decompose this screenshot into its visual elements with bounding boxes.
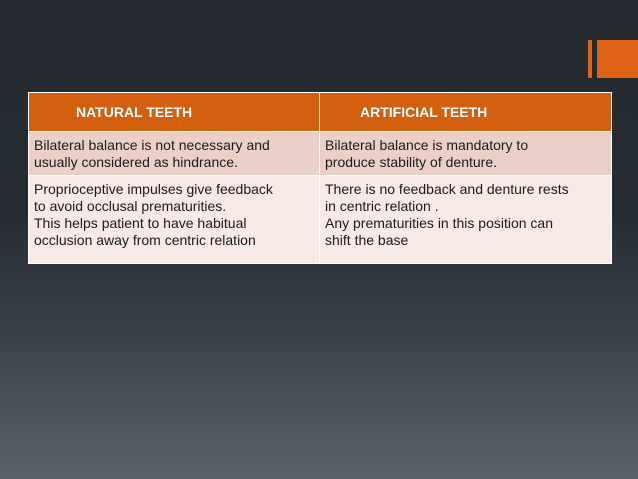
table-row (29, 132, 612, 176)
cell-text-line: occlusion away from centric relation (34, 232, 256, 248)
cell-text-line: shift the base (325, 232, 409, 248)
cell-text-line: in centric relation . (325, 198, 439, 214)
table-row (29, 176, 612, 264)
cell-artificial-bilateral-balance (320, 132, 612, 176)
cell-text-line: Bilateral balance is not necessary and (34, 137, 270, 153)
comparison-table-container (28, 92, 611, 264)
cell-text-line: usually considered as hindrance. (34, 154, 238, 170)
cell-text-line: produce stability of denture. (325, 154, 497, 170)
accent-bar-thick (597, 40, 638, 78)
cell-natural-bilateral-balance (29, 132, 320, 176)
header-natural-teeth: NATURAL TEETH (29, 93, 320, 132)
cell-text-line: This helps patient to have habitual (34, 215, 247, 231)
header-artificial-teeth: ARTIFICIAL TEETH (320, 93, 612, 132)
comparison-table (28, 92, 612, 264)
cell-text-line: Any prematurities in this position can (325, 215, 553, 231)
cell-text-line: to avoid occlusal prematurities. (34, 198, 227, 214)
cell-text-line: Proprioceptive impulses give feedback (34, 181, 273, 197)
table-header-row (29, 93, 612, 132)
accent-bar-thin (588, 40, 592, 78)
cell-text-line: There is no feedback and denture rests (325, 181, 569, 197)
cell-artificial-feedback (320, 176, 612, 264)
cell-text-line: Bilateral balance is mandatory to (325, 137, 529, 153)
cell-natural-proprioceptive (29, 176, 320, 264)
